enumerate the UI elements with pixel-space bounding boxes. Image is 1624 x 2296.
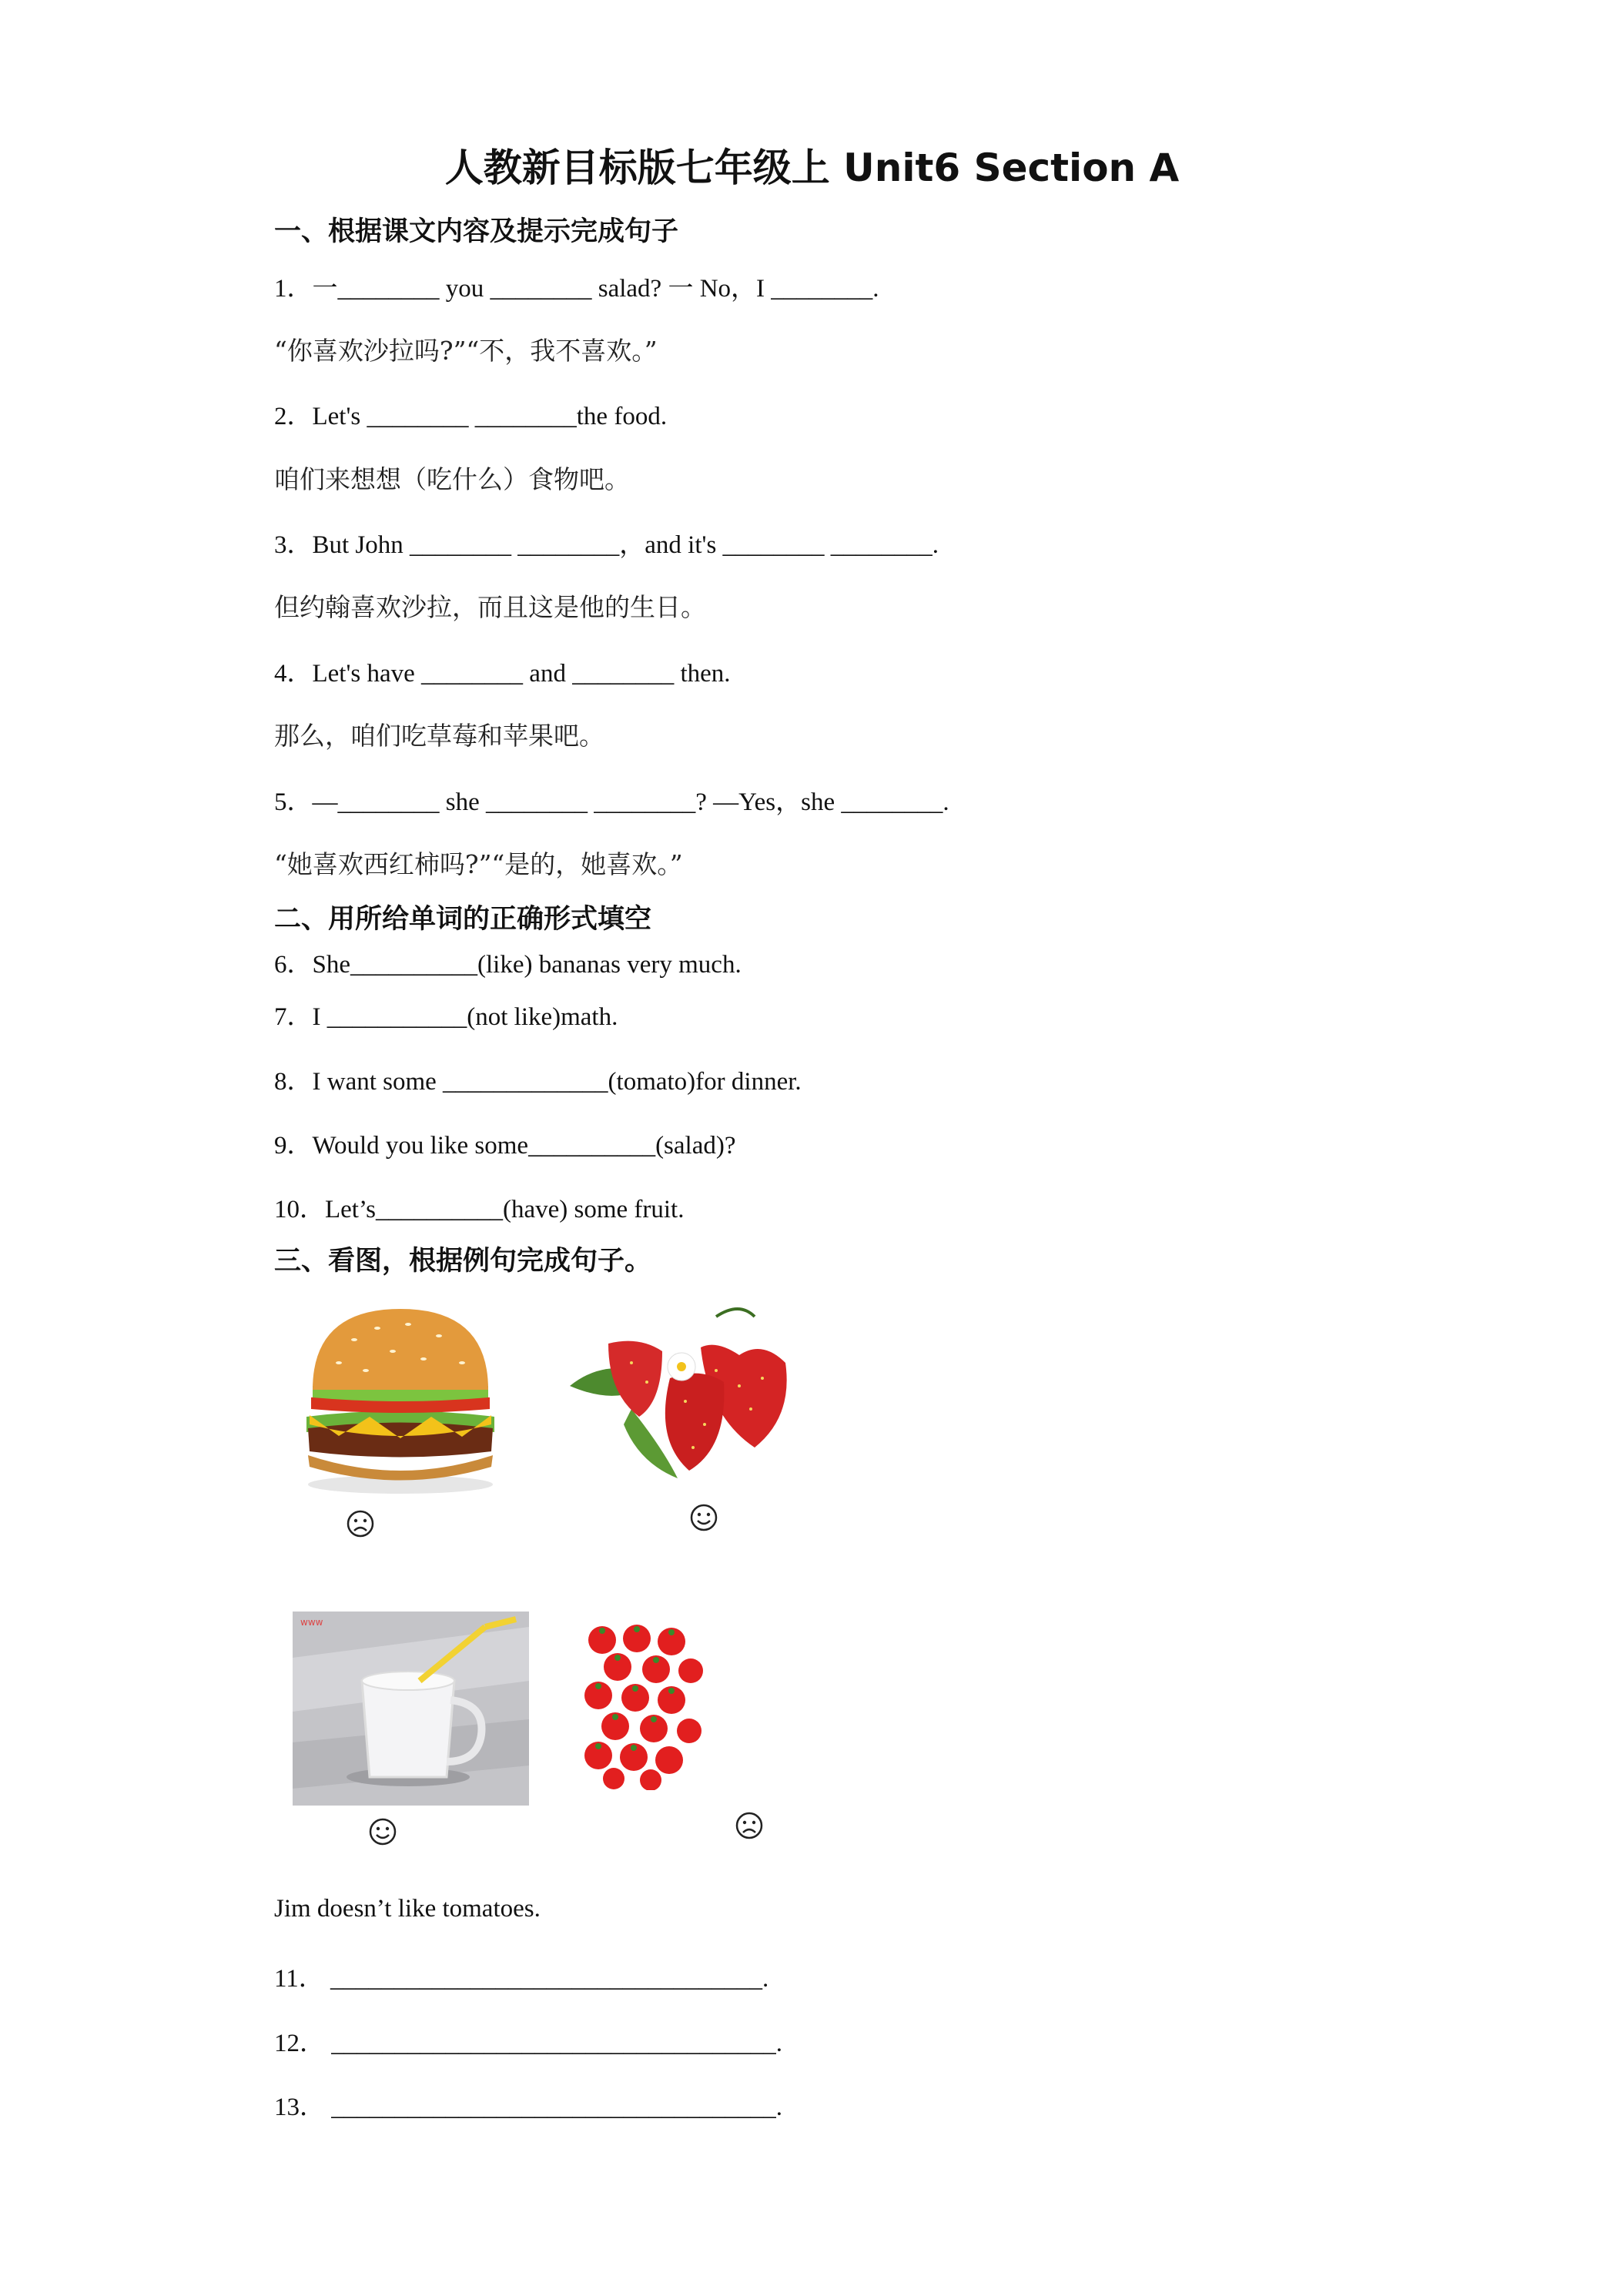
question-6: 6．She__________(like) bananas very much. bbox=[274, 951, 742, 979]
question-1: 1．一________ you ________ salad? 一 No，I ________. bbox=[274, 275, 879, 303]
question-11: 11． __________________________________. bbox=[274, 1965, 769, 1993]
translation-5: “她喜欢西红柿吗?”“是的，她喜欢。” bbox=[274, 849, 683, 879]
smiley-face-icon bbox=[368, 1817, 397, 1846]
question-8: 8．I want some _____________(tomato)for dinner. bbox=[274, 1068, 802, 1096]
milk-image bbox=[293, 1612, 529, 1806]
hamburger-image bbox=[293, 1301, 508, 1501]
question-5: 5．—________ she ________ ________? —Yes，she ________. bbox=[274, 788, 949, 816]
question-2: 2．Let's ________ ________the food. bbox=[274, 403, 668, 430]
translation-1: “你喜欢沙拉吗?”“不，我不喜欢。” bbox=[274, 336, 658, 366]
svg-text:www: www bbox=[300, 1617, 323, 1628]
sad-face-icon bbox=[346, 1509, 375, 1538]
translation-2: 咱们来想想（吃什么）食物吧。 bbox=[274, 464, 630, 494]
question-7: 7．I ___________(not like)math. bbox=[274, 1003, 618, 1031]
question-10: 10．Let’s__________(have) some fruit. bbox=[274, 1196, 685, 1223]
tomatoes-image bbox=[583, 1625, 706, 1790]
example-sentence: Jim doesn’t like tomatoes. bbox=[274, 1895, 541, 1923]
strawberries-image bbox=[562, 1294, 801, 1486]
section-heading-2: 二、用所给单词的正确形式填空 bbox=[274, 904, 652, 935]
section-heading-1: 一、根据课文内容及提示完成句子 bbox=[274, 216, 679, 247]
section-heading-3: 三、看图，根据例句完成句子。 bbox=[274, 1246, 652, 1277]
question-12: 12． ___________________________________. bbox=[274, 2030, 782, 2057]
translation-3: 但约翰喜欢沙拉，而且这是他的生日。 bbox=[274, 592, 706, 622]
question-9: 9．Would you like some__________(salad)? bbox=[274, 1132, 736, 1160]
question-13: 13． ___________________________________. bbox=[274, 2094, 782, 2121]
question-3: 3．But John ________ ________，and it's ________ ________. bbox=[274, 531, 939, 559]
translation-4: 那么，咱们吃草莓和苹果吧。 bbox=[274, 721, 604, 751]
sad-face-icon bbox=[735, 1811, 764, 1840]
page-title: 人教新目标版七年级上 Unit6 Section A bbox=[444, 146, 1180, 190]
question-4: 4．Let's have ________ and ________ then. bbox=[274, 660, 731, 688]
smiley-face-icon bbox=[689, 1503, 718, 1532]
